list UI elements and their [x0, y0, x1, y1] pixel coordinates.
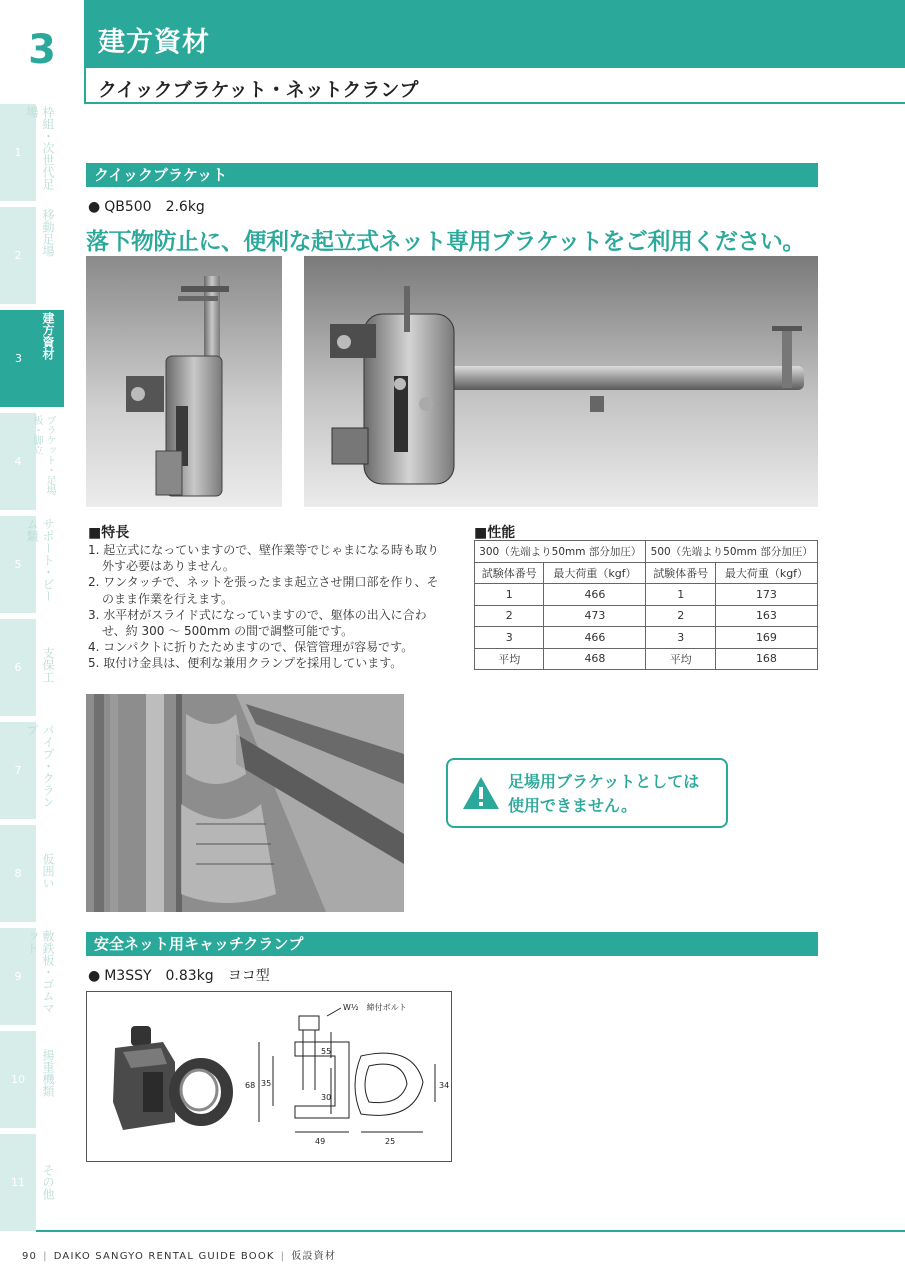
product-spec-m3ssy [88, 965, 270, 985]
dim-68: 68 [245, 1081, 256, 1090]
tab-label: 揚重機類 [41, 1049, 55, 1097]
group-header: 300（先端より50mm 部分加圧） [475, 541, 646, 563]
tab-number: 1 [0, 104, 36, 201]
warning-text [508, 770, 699, 818]
feature-item: 1. 起立式になっていますので、壁作業等でじゃまになる時も取り外す必要はありません。 [88, 543, 440, 574]
table-cell: 163 [715, 605, 817, 627]
page-footer [22, 1247, 336, 1262]
feature-item: 3. 水平材がスライド式になっていますので、躯体の出入に合わせ、約 300 ～ 500mm の間で調整可能です。 [88, 607, 427, 639]
dim-34: 34 [439, 1081, 449, 1090]
tab-number: 5 [0, 516, 36, 613]
section-bar-quick-bracket: クイックブラケット [86, 163, 818, 187]
tab-number: 10 [0, 1031, 36, 1128]
tab-label: ブラケット・足場板・脚立 [31, 415, 55, 495]
footer-divider: | [43, 1251, 48, 1262]
chapter-tab-8[interactable] [0, 825, 64, 922]
bullet-icon: ● [88, 968, 101, 984]
tab-label: 支保工 [41, 647, 55, 683]
tab-label: 建方資材 [41, 312, 55, 360]
table-group-header-row [475, 541, 818, 563]
chapter-tab-7[interactable] [0, 722, 64, 819]
bullet-icon: ● [88, 199, 101, 215]
column-header: 試験体番号 [475, 562, 544, 584]
bracket-folded-photo [86, 256, 282, 507]
product-spec-qb500 [88, 196, 205, 216]
table-cell: 168 [715, 648, 817, 670]
tab-number: 3 [0, 310, 64, 407]
table-row [475, 627, 818, 649]
clamp-dimension-drawing [237, 998, 449, 1158]
table-cell: 平均 [646, 648, 715, 670]
table-cell: 173 [715, 584, 817, 606]
footer-divider: | [280, 1251, 286, 1262]
spec-text: QB500 2.6kg [104, 199, 205, 215]
table-cell: 466 [544, 627, 646, 649]
performance-title: ■性能 [474, 525, 516, 541]
feature-item: 2. ワンタッチで、ネットを張ったまま起立させ開口部を作り、そのまま作業を行えます。 [88, 575, 439, 606]
tab-label: パイプ・クランプ [25, 724, 55, 808]
features-title: ■特長 [88, 525, 130, 541]
features-list [88, 542, 448, 672]
column-header: 最大荷重（kgf） [715, 562, 817, 584]
table-cell: 3 [475, 627, 544, 649]
table-cell: 2 [475, 605, 544, 627]
table-row [475, 584, 818, 606]
tab-number: 8 [0, 825, 36, 922]
group-header: 500（先端より50mm 部分加圧） [646, 541, 818, 563]
footer-rule [36, 1230, 905, 1232]
tab-number: 11 [0, 1134, 36, 1231]
dim-35: 35 [261, 1079, 272, 1088]
tab-number: 9 [0, 928, 36, 1025]
bracket-open-photo [304, 256, 818, 507]
table-cell: 2 [646, 605, 715, 627]
usage-warning-notice [446, 758, 728, 828]
tab-label: 移動足場 [41, 209, 55, 257]
performance-table [474, 540, 818, 670]
warning-icon [462, 776, 500, 810]
dim-49: 49 [315, 1137, 326, 1146]
page-subtitle: クイックブラケット・ネットクランプ [98, 79, 419, 101]
table-row [475, 648, 818, 670]
column-header: 最大荷重（kgf） [544, 562, 646, 584]
table-cell: 3 [646, 627, 715, 649]
dim-55: 55 [321, 1047, 332, 1056]
chapter-tab-5[interactable] [0, 516, 64, 613]
tab-label: サポート・ビーム類 [25, 518, 55, 602]
table-cell: 平均 [475, 648, 544, 670]
header-rule [86, 102, 905, 104]
warning-line: 使用できません。 [508, 796, 637, 815]
chapter-tab-2[interactable] [0, 207, 64, 304]
chapter-tab-3[interactable] [0, 310, 64, 407]
table-cell: 1 [475, 584, 544, 606]
tab-number: 7 [0, 722, 36, 819]
tab-label: 敷鉄板・ゴムマット [25, 930, 55, 1014]
installed-net-photo [86, 694, 404, 912]
feature-item: 4. コンパクトに折りたためますので、保管管理が容易です。 [88, 640, 414, 655]
book-title: DAIKO SANGYO RENTAL GUIDE BOOK [53, 1251, 275, 1262]
bolt-label: W½ 締付ボルト [343, 1003, 407, 1012]
table-header-row [475, 562, 818, 584]
chapter-tab-4[interactable] [0, 413, 64, 510]
table-cell: 473 [544, 605, 646, 627]
clamp-photo [103, 1012, 235, 1138]
warning-line: 足場用ブラケットとしては [508, 772, 700, 791]
chapter-tab-9[interactable] [0, 928, 64, 1025]
footer-category: 仮設資材 [291, 1251, 337, 1262]
table-row [475, 605, 818, 627]
tab-number: 6 [0, 619, 36, 716]
chapter-number: 3 [28, 27, 56, 73]
tab-label: 枠組・次世代足場 [25, 106, 55, 190]
chapter-tab-10[interactable] [0, 1031, 64, 1128]
tab-label: 仮囲い [41, 853, 55, 889]
section-bar-catch-clamp: 安全ネット用キャッチクランプ [86, 932, 818, 956]
feature-item: 5. 取付け金具は、便利な兼用クランプを採用しています。 [88, 656, 403, 671]
chapter-tab-1[interactable] [0, 104, 64, 201]
page-title: 建方資材 [98, 27, 210, 58]
page-number: 90 [22, 1251, 38, 1262]
tab-number: 4 [0, 413, 36, 510]
tab-number: 2 [0, 207, 36, 304]
table-cell: 466 [544, 584, 646, 606]
dim-25: 25 [385, 1137, 396, 1146]
spec-text: M3SSY 0.83kg ヨコ型 [104, 968, 270, 984]
clamp-figure-box [86, 991, 452, 1162]
dim-30: 30 [321, 1093, 332, 1102]
chapter-tab-11[interactable] [0, 1134, 64, 1231]
table-cell: 169 [715, 627, 817, 649]
chapter-tab-6[interactable] [0, 619, 64, 716]
column-header: 試験体番号 [646, 562, 715, 584]
table-cell: 1 [646, 584, 715, 606]
catch-copy: 落下物防止に、便利な起立式ネット専用ブラケットをご利用ください。 [86, 229, 805, 255]
table-cell: 468 [544, 648, 646, 670]
tab-label: その他 [41, 1164, 55, 1200]
chapter-number-box [0, 0, 84, 100]
